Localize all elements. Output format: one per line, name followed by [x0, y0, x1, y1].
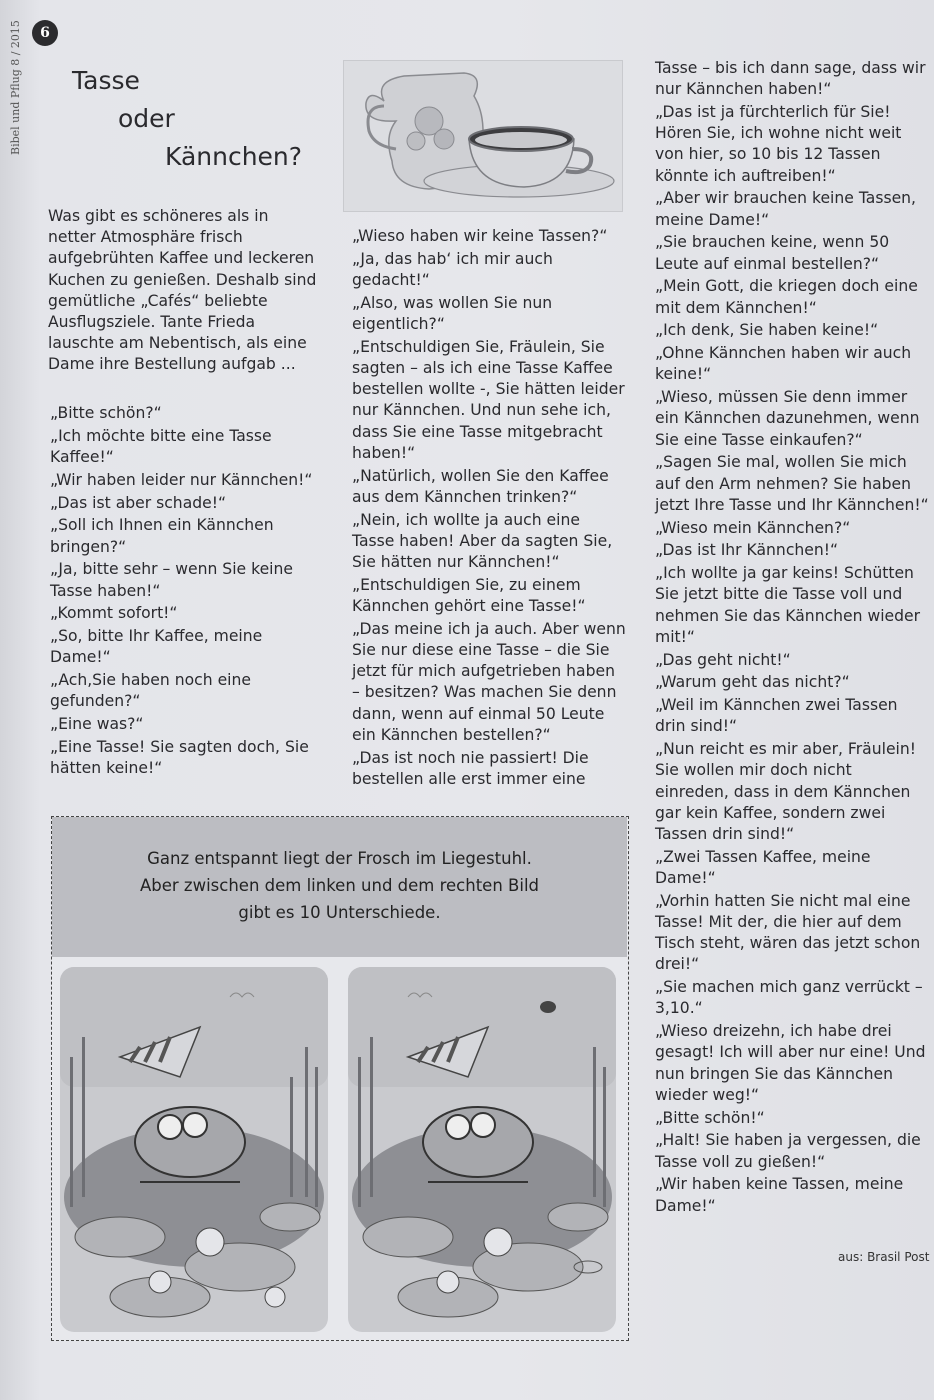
- dialogue-line: „Ach,Sie haben noch eine gefunden?“: [50, 671, 251, 711]
- dialogue-line: „Vorhin hatten Sie nicht mal eine Tasse! Mit der, die hier auf dem Tisch steht, wären das jetzt schon drei!“: [655, 891, 921, 974]
- dialogue-line: „Wieso haben wir keine Tassen?“: [352, 227, 608, 245]
- frog-picture-left: [60, 967, 328, 1332]
- puzzle-line-2: Aber zwischen dem linken und dem rechten Bild: [139, 876, 539, 895]
- dialogue-line: „Ich denk, Sie haben keine!“: [655, 321, 879, 340]
- dialogue-line: „Weil im Kännchen zwei Tassen drin sind!“: [655, 696, 898, 736]
- dialogue-line: „Das meine ich ja auch. Aber wenn Sie nur diese eine Tasse – die Sie jetzt für mich aufgetrieben haben – besitzen? Was machen Sie denn dann, wenn auf einmal 50 Leute ein Kännchen bestellen?“: [352, 619, 626, 744]
- dialogue-line: „Halt! Sie haben ja vergessen, die Tasse voll zu gießen!“: [655, 1131, 921, 1171]
- frog-picture-right: [348, 967, 616, 1332]
- dialogue-line: „Das ist noch nie passiert! Die bestellen alle erst immer eine: [352, 748, 589, 788]
- dialogue-line: „Natürlich, wollen Sie den Kaffee aus dem Kännchen trinken?“: [352, 466, 609, 506]
- dialogue-line: Tasse – bis ich dann sage, dass wir nur Kännchen haben!“: [655, 59, 926, 99]
- dialogue-column-3: [655, 58, 929, 1218]
- dialogue-line: „Wir haben leider nur Kännchen!“: [50, 470, 313, 489]
- dialogue-line: „Entschuldigen Sie, Fräulein, Sie sagten – als ich eine Tasse Kaffee bestellen wollte -, Sie hätten leider nur Kännchen. Und nun sehe ich, dass Sie eine Tasse mitgebracht haben!“: [352, 337, 625, 462]
- dialogue-line: „Das ist ja fürchterlich für Sie! Hören Sie, ich wohne nicht weit von hier, so 10 bis 12 Tassen könnte ich auftreiben!“: [655, 103, 902, 185]
- dialogue-line: „Das geht nicht!“: [655, 650, 791, 669]
- teapot-and-cup-icon: [344, 61, 623, 212]
- dialogue-line: „Bitte schön!“: [655, 1108, 765, 1127]
- dialogue-line: „Kommt sofort!“: [50, 604, 178, 623]
- dialogue-line: „Eine was?“: [50, 715, 144, 734]
- dialogue-line: „Aber wir brauchen keine Tassen, meine Dame!“: [655, 189, 917, 229]
- dialogue-line: „Ohne Kännchen haben wir auch keine!“: [655, 344, 912, 384]
- dialogue-line: „Soll ich Ihnen ein Kännchen bringen?“: [50, 516, 274, 556]
- dialogue-line: „Sie brauchen keine, wenn 50 Leute auf einmal bestellen?“: [655, 233, 890, 273]
- dialogue-column-2: [352, 226, 627, 792]
- dialogue-line: „Nun reicht es mir aber, Fräulein! Sie wollen mir doch nicht einreden, dass in dem Kännchen gar kein Kaffee, sondern zwei Tassen drin sind!“: [655, 740, 917, 844]
- dialogue-line: „Nein, ich wollte ja auch eine Tasse haben! Aber da sagten Sie, Sie hätten nur Kännchen!“: [352, 510, 613, 572]
- dialogue-line: „Mein Gott, die kriegen doch eine mit dem Kännchen!“: [655, 277, 918, 317]
- dialogue-line: „Sagen Sie mal, wollen Sie mich auf den Arm nehmen? Sie haben jetzt Ihre Tasse und Ihr Kännchen!“: [655, 453, 929, 514]
- title-line-2: oder: [118, 104, 175, 133]
- dialogue-line: „Ja, bitte sehr – wenn Sie keine Tasse haben!“: [50, 560, 293, 600]
- dialogue-line: „Also, was wollen Sie nun eigentlich?“: [352, 293, 553, 333]
- title-line-1: Tasse: [72, 66, 140, 95]
- dialogue-line: „Wieso mein Kännchen?“: [655, 518, 851, 537]
- dialogue-line: „Entschuldigen Sie, zu einem Kännchen gehört eine Tasse!“: [352, 575, 586, 616]
- dialogue-line: „Das ist aber schade!“: [50, 493, 227, 512]
- dialogue-line: „Ich wollte ja gar keins! Schütten Sie jetzt bitte die Tasse voll und nehmen Sie das Kännchen wieder mit!“: [655, 564, 921, 646]
- puzzle-instructions: [52, 845, 627, 926]
- dialogue-line: „Das ist Ihr Kännchen!“: [655, 541, 839, 560]
- dialogue-line: „Ich möchte bitte eine Tasse Kaffee!“: [50, 426, 272, 466]
- dialogue-line: „Warum geht das nicht?“: [655, 673, 850, 692]
- dialogue-line: „Ja, das hab‘ ich mir auch gedacht!“: [352, 249, 553, 289]
- page-number-badge: 6: [32, 20, 58, 46]
- dialogue-line: „Wir haben keine Tassen, meine Dame!“: [655, 1175, 904, 1215]
- puzzle-line-1: Ganz entspannt liegt der Frosch im Liegestuhl.: [147, 849, 532, 868]
- title-line-3: Kännchen?: [165, 142, 303, 171]
- intro-text: Was gibt es schöneres als in netter Atmosphäre frisch aufgebrühten Kaffee und leckeren Kuchen zu genießen. Deshalb sind gemütliche „Cafés“ beliebte Ausflugsziele. Tante Frieda lauschte am Nebentisch, als eine Dame ihre Bestellung aufgab ...: [48, 207, 317, 374]
- dialogue-line: „So, bitte Ihr Kaffee, meine Dame!“: [50, 627, 263, 667]
- teacup-illustration: [343, 60, 623, 212]
- dialogue-line: „Sie machen mich ganz verrückt – 3,10.“: [655, 978, 923, 1018]
- dialogue-line: „Eine Tasse! Sie sagten doch, Sie hätten keine!“: [50, 737, 309, 778]
- spot-the-difference-puzzle: [51, 816, 629, 1341]
- dialogue-line: „Zwei Tassen Kaffee, meine Dame!“: [655, 847, 871, 888]
- running-header: Bibel und Pflug 8 / 2015: [9, 20, 22, 155]
- dialogue-line: „Wieso dreizehn, ich habe drei gesagt! Ich will aber nur eine! Und nun bringen Sie das Kännchen wieder weg!“: [655, 1022, 926, 1104]
- puzzle-line-3: gibt es 10 Unterschiede.: [238, 903, 441, 922]
- dialogue-column-1: [50, 403, 322, 781]
- dialogue-line: „Bitte schön?“: [50, 404, 162, 422]
- source-credit: aus: Brasil Post: [838, 1250, 930, 1264]
- dialogue-line: „Wieso, müssen Sie denn immer ein Kännchen dazunehmen, wenn Sie eine Tasse einkaufen?“: [655, 388, 920, 449]
- intro-paragraph: [48, 206, 320, 376]
